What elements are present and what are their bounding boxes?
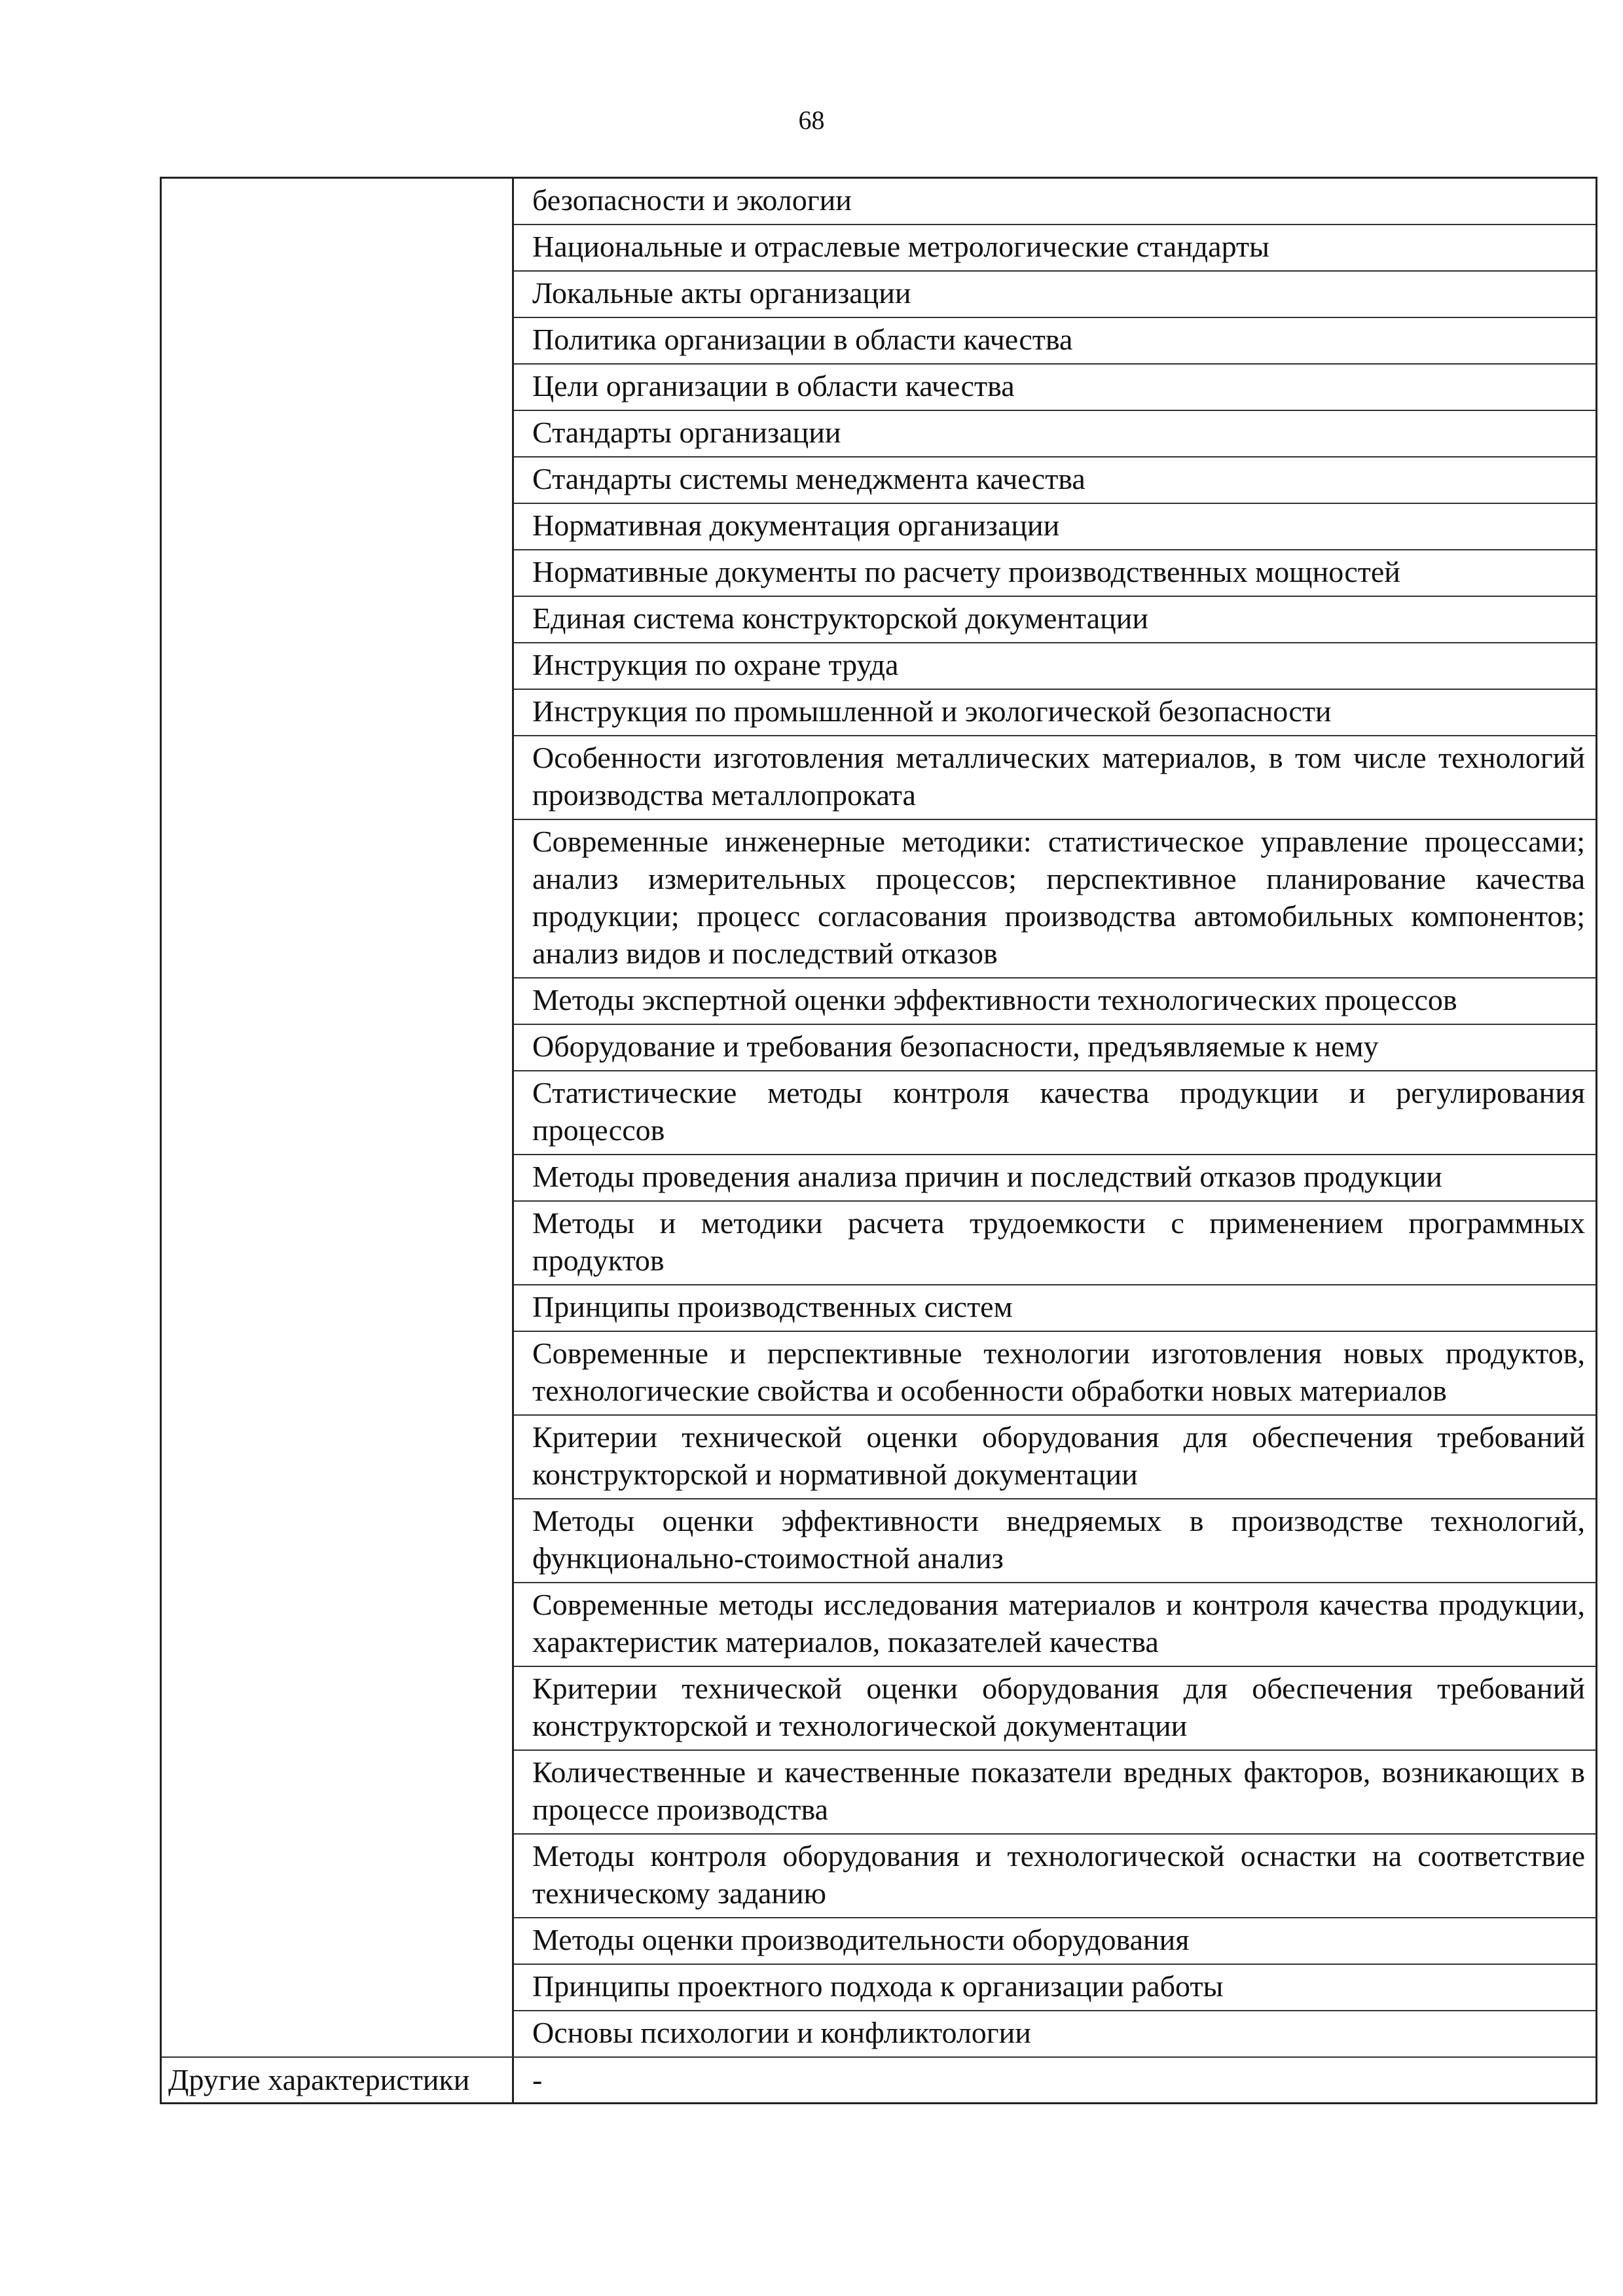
knowledge-item: Методы контроля оборудования и технологической оснастки на соответствие техническому заданию xyxy=(514,1833,1596,1917)
knowledge-item: Количественные и качественные показатели вредных факторов, возникающих в процессе производства xyxy=(514,1749,1596,1833)
knowledge-item: Методы экспертной оценки эффективности технологических процессов xyxy=(514,977,1596,1024)
knowledge-row xyxy=(162,179,1596,2056)
knowledge-item: Методы проведения анализа причин и последствий отказов продукции xyxy=(514,1154,1596,1200)
knowledge-item: Принципы проектного подхода к организации работы xyxy=(514,1964,1596,2010)
knowledge-item: Современные методы исследования материалов и контроля качества продукции, характеристик материалов, показателей качества xyxy=(514,1582,1596,1666)
knowledge-item: Политика организации в области качества xyxy=(514,317,1596,363)
knowledge-item: Современные и перспективные технологии изготовления новых продуктов, технологические свойства и особенности обработки новых материалов xyxy=(514,1331,1596,1414)
knowledge-item: Локальные акты организации xyxy=(514,270,1596,317)
knowledge-item: Критерии технической оценки оборудования для обеспечения требований конструкторской и нормативной документации xyxy=(514,1414,1596,1498)
knowledge-item: Единая система конструкторской документации xyxy=(514,596,1596,642)
knowledge-item: Особенности изготовления металлических материалов, в том числе технологий производства металлопроката xyxy=(514,735,1596,819)
requirements-table xyxy=(160,177,1597,2104)
knowledge-item: Методы оценки эффективности внедряемых в производстве технологий, функционально-стоимостной анализ xyxy=(514,1498,1596,1582)
knowledge-item: Критерии технической оценки оборудования для обеспечения требований конструкторской и технологической документации xyxy=(514,1666,1596,1749)
knowledge-item: Принципы производственных систем xyxy=(514,1284,1596,1331)
knowledge-item: Стандарты организации xyxy=(514,410,1596,456)
other-characteristics-row xyxy=(162,2056,1596,2102)
knowledge-item: Нормативная документация организации xyxy=(514,503,1596,549)
knowledge-item: безопасности и экологии xyxy=(532,183,852,217)
knowledge-list xyxy=(514,179,1596,2056)
other-characteristics-value-cell xyxy=(514,2058,1596,2102)
knowledge-item: Методы и методики расчета трудоемкости с применением программных продуктов xyxy=(514,1200,1596,1284)
knowledge-item: Методы оценки производительности оборудования xyxy=(514,1917,1596,1964)
knowledge-item: Инструкция по промышленной и экологической безопасности xyxy=(514,689,1596,735)
knowledge-item: Оборудование и требования безопасности, предъявляемые к нему xyxy=(514,1024,1596,1070)
other-characteristics-value: - xyxy=(532,2063,543,2096)
knowledge-item: Инструкция по охране труда xyxy=(514,642,1596,689)
page-number: 68 xyxy=(798,105,825,135)
knowledge-item: Стандарты системы менеджмента качества xyxy=(514,456,1596,503)
knowledge-item: Национальные и отраслевые метрологические стандарты xyxy=(514,224,1596,270)
knowledge-item: Нормативные документы по расчету производственных мощностей xyxy=(514,549,1596,596)
knowledge-item: Современные инженерные методики: статистическое управление процессами; анализ измерительных процессов; перспективное планирование качества продукции; процесс согласования производства автомобильных компонентов; анализ видов и последствий отказов xyxy=(514,819,1596,977)
knowledge-item: Цели организации в области качества xyxy=(514,363,1596,410)
knowledge-item: Основы психологии и конфликтологии xyxy=(514,2010,1596,2056)
other-characteristics-label: Другие характеристики xyxy=(162,2058,514,2102)
knowledge-label-cell xyxy=(162,179,514,2056)
knowledge-item: Статистические методы контроля качества продукции и регулирования процессов xyxy=(514,1070,1596,1154)
